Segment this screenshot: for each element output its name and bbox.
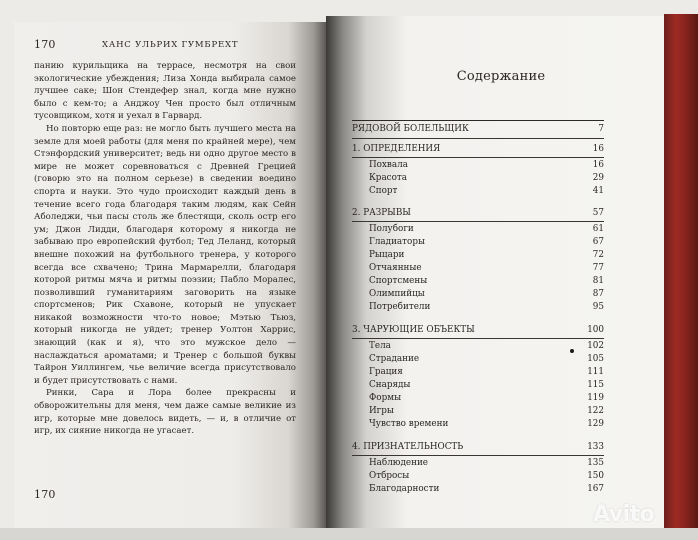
toc-page: 57 <box>592 208 604 218</box>
toc-label: Красота <box>369 173 408 183</box>
toc-rule <box>352 120 604 121</box>
toc-label: Тела <box>369 341 391 351</box>
toc-label: 2. РАЗРЫВЫ <box>352 208 411 218</box>
running-head: ХАНС УЛЬРИХ ГУМБРЕХТ <box>102 40 239 50</box>
toc-page: 135 <box>587 458 604 468</box>
toc-entry <box>352 144 604 156</box>
toc-label: Рыцари <box>369 250 405 260</box>
toc-entry <box>352 289 604 301</box>
toc-label: Олимпийцы <box>369 289 425 299</box>
toc-page: 167 <box>587 484 604 494</box>
toc-label: Чувство времени <box>369 419 449 429</box>
toc-entry <box>352 186 604 198</box>
right-page <box>326 16 666 534</box>
toc-entry <box>352 367 604 379</box>
toc-page: 100 <box>587 325 604 335</box>
toc-page: 102 <box>587 341 604 351</box>
avito-watermark <box>593 502 654 527</box>
toc-rule <box>352 455 604 456</box>
toc-page: 133 <box>587 442 604 452</box>
toc-rule <box>352 338 604 339</box>
toc-page: 119 <box>587 393 604 403</box>
toc-label: 3. ЧАРУЮЩИЕ ОБЪЕКТЫ <box>352 325 475 335</box>
toc-label: 1. ОПРЕДЕЛЕНИЯ <box>352 144 441 154</box>
toc-page: 72 <box>592 250 604 260</box>
toc-entry <box>352 471 604 483</box>
watermark-text: Avito <box>593 502 655 527</box>
toc-label: Благодарности <box>369 484 440 494</box>
toc-page: 41 <box>592 186 604 196</box>
paragraph: Ринки, Сара и Лора более прекрасны и обворожительны для меня, чем даже самые великие из игр, которые мне довелось видеть, — и, в отличие от игр, их сияние никогда не угасает. <box>34 388 296 437</box>
toc-page: 61 <box>592 224 604 234</box>
toc-page: 150 <box>587 471 604 481</box>
page-number-bottom: 170 <box>34 488 56 501</box>
toc-entry <box>352 208 604 220</box>
toc-page: 95 <box>592 302 604 312</box>
table-surface <box>0 528 698 540</box>
toc-rule <box>352 157 604 158</box>
toc-page: 129 <box>587 419 604 429</box>
toc-entry <box>352 250 604 262</box>
toc-entry <box>352 393 604 405</box>
toc-page: 16 <box>592 160 604 170</box>
toc-page: 7 <box>598 124 604 134</box>
toc-label: Гладиаторы <box>369 237 425 247</box>
toc-entry <box>352 484 604 496</box>
toc-entry <box>352 380 604 392</box>
toc-label: Потребители <box>369 302 431 312</box>
toc-page: 115 <box>587 380 604 390</box>
toc-entry <box>352 237 604 249</box>
toc-entry <box>352 341 604 353</box>
toc-entry <box>352 442 604 454</box>
toc-entry <box>352 160 604 172</box>
toc-label: Похвала <box>369 160 408 170</box>
toc-label: Страдание <box>369 354 420 364</box>
toc-entry <box>352 276 604 288</box>
toc-title: Содержание <box>456 69 546 84</box>
page-number-top: 170 <box>34 38 56 51</box>
toc-page: 77 <box>592 263 604 273</box>
toc-label: 4. ПРИЗНАТЕЛЬНОСТЬ <box>352 442 464 452</box>
toc-entry <box>352 419 604 431</box>
paragraph: Но повторю еще раз: не могло быть лучшего места на земле для моей работы (для меня по крайней мере), чем Стэнфордский университет; ведь ни одно другое место в мире не может соревноваться с Древней Грецией (говорю это на полном серьезе) в сведении воедино спорта и науки. Это чудо происходит каждый день в течение всего года благодаря таким людям, как Сейн Аболеджи, чьи пасы столь же блестящи, сколь остр его ум; Джон Лидди, благодаря которому я никогда не забываю про европейский футбол; Тед Леланд, который внешне похожий на футбольного тренера, у которого всегда все схвачено; Трина Мармарелли, благодаря которой ритмы мяча и ритмы поэзии; Пабло Моралес, позволивший гуманитариям заговорить на языке спортсменов; Рик Схавоне, который не упускает никакой возможности что-то новое; Мэтью Тьюз, который никогда не уйдет; тренер Уолтон Харрис, знающий (как и я), что это мужское дело — наслаждаться ароматами; и Тренер с большой буквы Тайрон Уиллингем, чье величие всегда присутствовало и будет присутствовать с нами. <box>34 123 296 386</box>
toc-rule <box>352 138 604 139</box>
toc-entry <box>352 354 604 366</box>
toc-label: Полубоги <box>369 224 414 234</box>
toc-entry <box>352 173 604 185</box>
toc-entry <box>352 263 604 275</box>
toc-label: Снаряды <box>369 380 411 390</box>
toc-label: Отбросы <box>369 471 410 481</box>
toc-entry <box>352 325 604 337</box>
toc-page: 16 <box>592 144 604 154</box>
ink-dot <box>570 349 574 353</box>
toc-label: Грация <box>369 367 403 377</box>
toc-page: 111 <box>587 367 604 377</box>
toc-label: Отчаянные <box>369 263 422 273</box>
toc-entry <box>352 302 604 314</box>
book-cover-edge <box>664 14 698 536</box>
toc-label: Наблюдение <box>369 458 429 468</box>
toc-page: 67 <box>592 237 604 247</box>
toc-page: 122 <box>587 406 604 416</box>
toc-label: РЯДОВОЙ БОЛЕЛЬЩИК <box>352 124 469 134</box>
toc-entry <box>352 458 604 470</box>
toc-label: Спортсмены <box>369 276 428 286</box>
toc-entry <box>352 406 604 418</box>
toc-page: 81 <box>592 276 604 286</box>
toc-entry <box>352 124 604 136</box>
toc-label: Формы <box>369 393 402 403</box>
toc-label: Спорт <box>369 186 398 196</box>
toc-rule <box>352 221 604 222</box>
paragraph: панию курильщика на террасе, несмотря на свои экологические убеждения; Лиза Хонда выбирала самое лучшее саке; Шон Стендефер знал, когда мне нужно было с кем-то; а Анджоу Чен просто был отличным тусовщиком, хотя и уехал в Гарвард. <box>34 61 296 122</box>
toc-page: 29 <box>592 173 604 183</box>
toc-entry <box>352 224 604 236</box>
body-text <box>34 60 296 438</box>
toc-page: 87 <box>592 289 604 299</box>
toc-page: 105 <box>587 354 604 364</box>
toc-label: Игры <box>369 406 394 416</box>
